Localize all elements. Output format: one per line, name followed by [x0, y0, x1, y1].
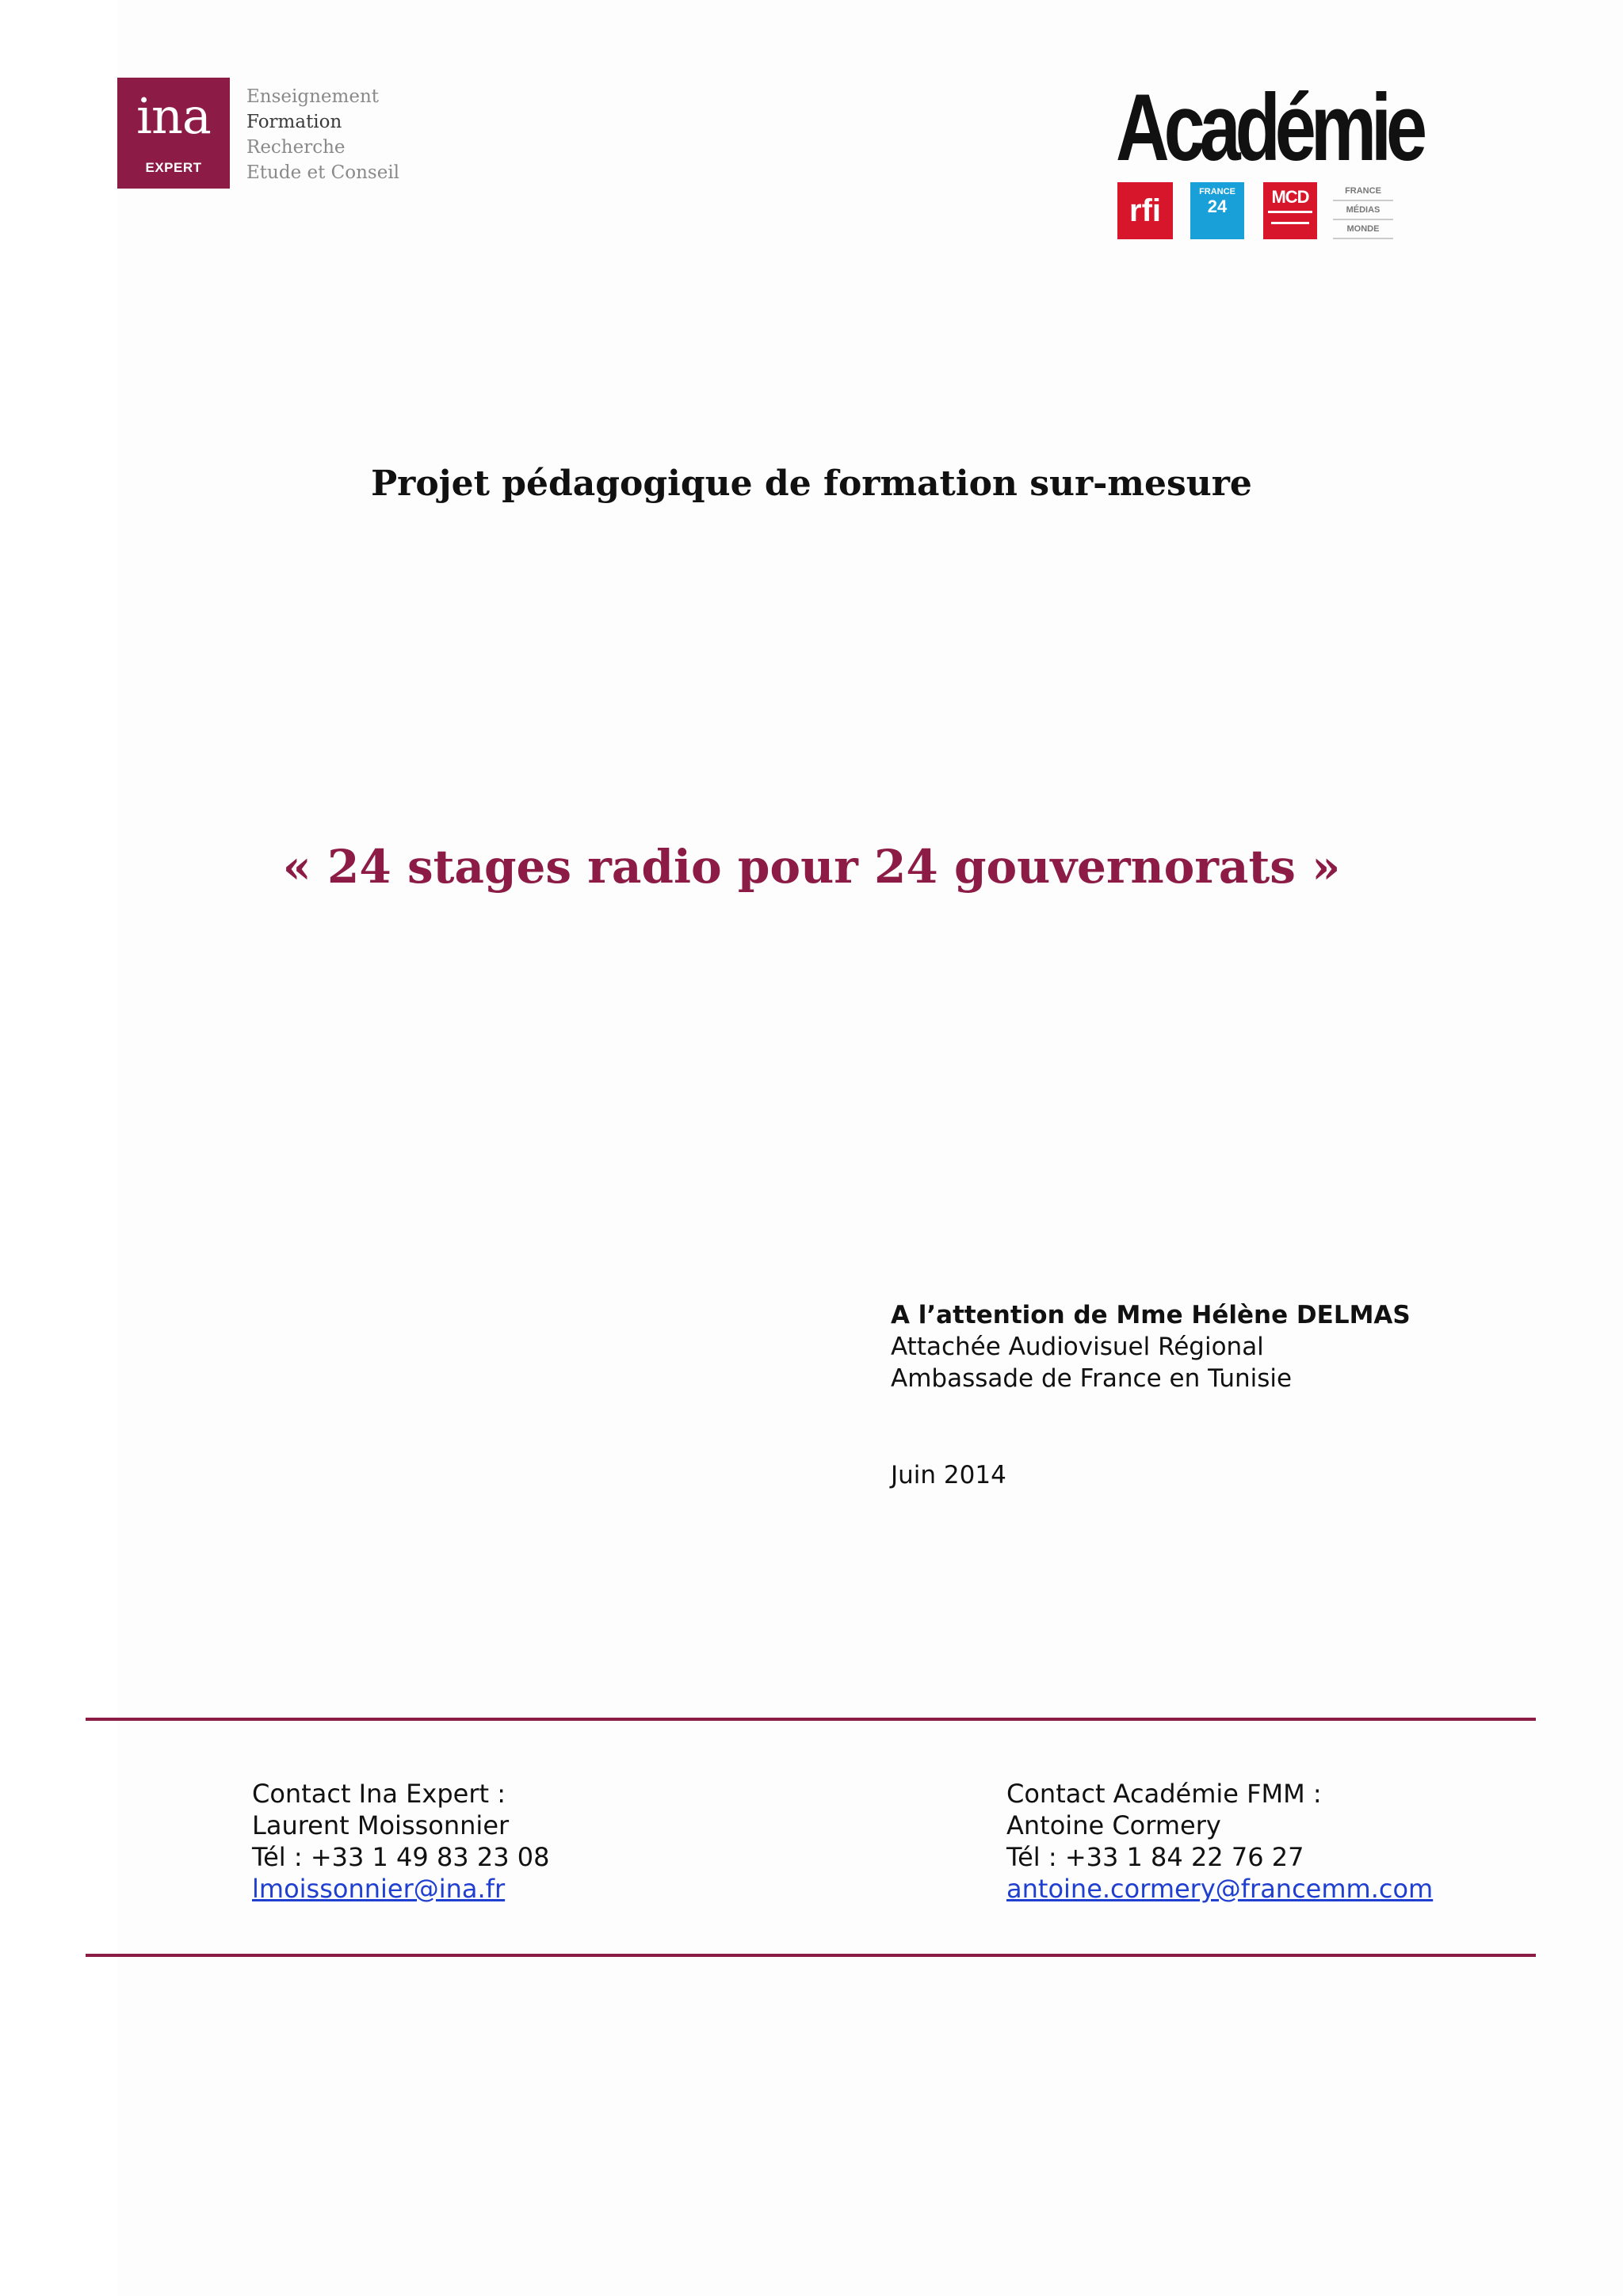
france24-number: 24 [1207, 196, 1228, 216]
contact-academie-fmm [1006, 1778, 1433, 1905]
mcd-arabic-line [1268, 211, 1312, 218]
rfi-logo: rfi [1117, 182, 1173, 239]
contact-ina-expert [252, 1778, 549, 1905]
addressee-line-1: A l’attention de Mme Hélène DELMAS [891, 1301, 1411, 1329]
addressee-line-2: Attachée Audiovisuel Régional [891, 1333, 1264, 1361]
document-subtitle: Projet pédagogique de formation sur-mesure [371, 463, 1252, 504]
ina-line-enseignement: Enseignement [246, 86, 379, 107]
contact-name: Laurent Moissonnier [252, 1810, 510, 1840]
ina-expert-logo [117, 78, 230, 189]
page-background [117, 0, 1623, 2296]
academie-wordmark: Académie [1116, 74, 1423, 181]
addressee-line-3: Ambassade de France en Tunisie [891, 1364, 1293, 1393]
ina-line-recherche: Recherche [246, 137, 346, 158]
contact-heading: Contact Académie FMM : [1006, 1779, 1322, 1809]
mcd-arabic-line-2 [1271, 222, 1309, 229]
mcd-label: MCD [1271, 187, 1309, 207]
fmm-line-2: MÉDIAS [1333, 201, 1393, 220]
ina-line-conseil: Etude et Conseil [246, 162, 400, 183]
contact-heading: Contact Ina Expert : [252, 1779, 506, 1809]
footer-bottom-rule [86, 1954, 1536, 1957]
france24-logo [1190, 182, 1244, 239]
footer-top-rule [86, 1718, 1536, 1721]
document-date: Juin 2014 [891, 1461, 1006, 1489]
contact-name: Antoine Cormery [1006, 1810, 1221, 1840]
ina-line-formation: Formation [246, 112, 342, 132]
france24-label: FRANCE [1199, 187, 1235, 196]
fmm-line-1: FRANCE [1333, 182, 1393, 201]
france-medias-monde-logo [1333, 182, 1393, 239]
contact-email-link[interactable]: lmoissonnier@ina.fr [252, 1874, 506, 1904]
fmm-line-3: MONDE [1333, 220, 1393, 239]
contact-phone: Tél : +33 1 49 83 23 08 [252, 1842, 550, 1872]
contact-email-link[interactable]: antoine.cormery@francemm.com [1006, 1874, 1434, 1904]
ina-expert-tagline: EXPERT [145, 160, 202, 175]
ina-logo-lines [246, 84, 399, 185]
academie-logo [1116, 74, 1423, 246]
contact-phone: Tél : +33 1 84 22 76 27 [1006, 1842, 1304, 1872]
addressee-block [891, 1299, 1411, 1394]
mcd-logo [1263, 182, 1317, 239]
document-title: « 24 stages radio pour 24 gouvernorats » [282, 840, 1341, 894]
ina-wordmark: ina [136, 87, 211, 145]
